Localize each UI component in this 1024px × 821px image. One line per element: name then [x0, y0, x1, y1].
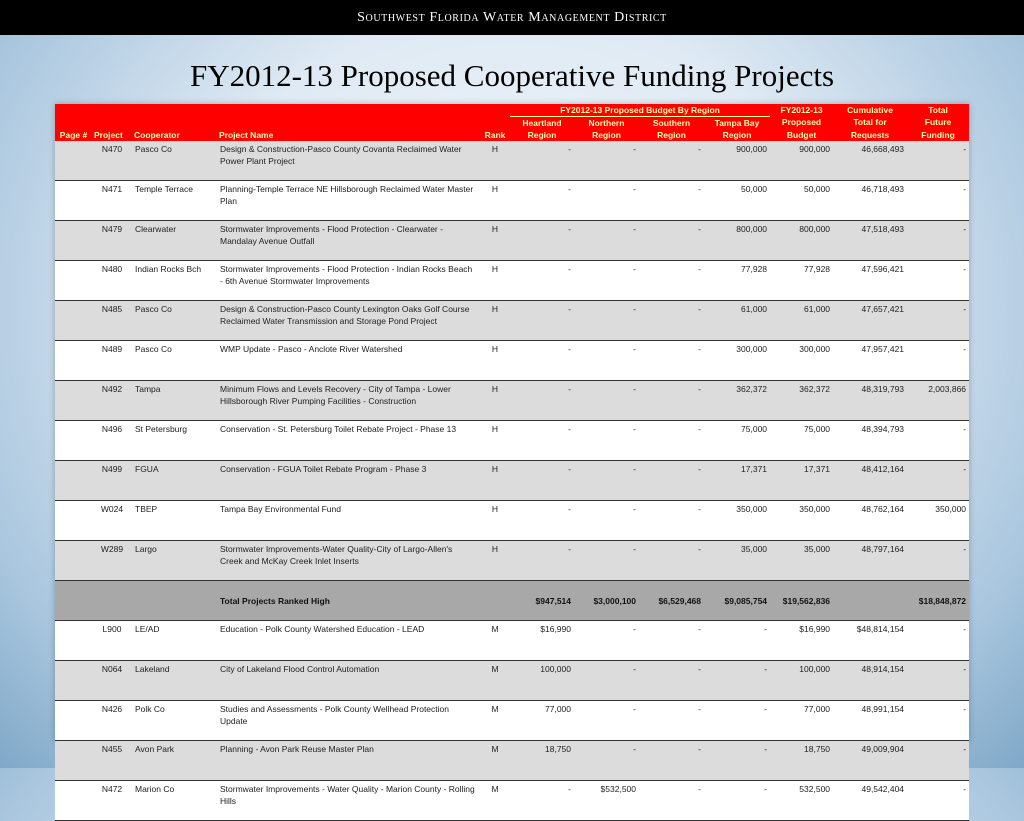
- empty-cell: [55, 581, 92, 621]
- project-name-cell: Minimum Flows and Levels Recovery - City of Tampa - Lower Hillsborough River Pumping Facilities - Construction: [217, 381, 480, 421]
- page-cell: [55, 141, 92, 181]
- southern-header-2: Region: [639, 129, 704, 141]
- northern-cell: -: [574, 621, 639, 661]
- page-cell: [55, 341, 92, 381]
- project-cell: N470: [92, 141, 132, 181]
- southern-cell: -: [639, 701, 704, 741]
- southern-cell: -: [639, 421, 704, 461]
- proposed-total-cell: $19,562,836: [770, 581, 833, 621]
- southern-cell: -: [639, 301, 704, 341]
- tampa-cell: 800,000: [704, 221, 770, 261]
- proposed-cell: 800,000: [770, 221, 833, 261]
- cumulative-cell: 49,542,404: [833, 781, 907, 821]
- southern-cell: -: [639, 661, 704, 701]
- page-cell: [55, 421, 92, 461]
- table-row: [55, 701, 969, 741]
- page-cell: [55, 501, 92, 541]
- table-row: [55, 341, 969, 381]
- cumulative-cell: 48,394,793: [833, 421, 907, 461]
- cooperator-cell: Avon Park: [132, 741, 217, 781]
- project-name-cell: Planning-Temple Terrace NE Hillsborough Reclaimed Water Master Plan: [217, 181, 480, 221]
- northern-cell: -: [574, 261, 639, 301]
- northern-header-1: Northern: [574, 117, 639, 130]
- proposed-header-2: Budget: [770, 129, 833, 141]
- northern-cell: -: [574, 301, 639, 341]
- rank-cell: H: [480, 541, 510, 581]
- rank-header: Rank: [480, 129, 510, 141]
- proposed-cell: 50,000: [770, 181, 833, 221]
- heartland-header-1: Heartland: [510, 117, 574, 130]
- empty-cell: [132, 581, 217, 621]
- project-name-cell: Design & Construction-Pasco County Covanta Reclaimed Water Power Plant Project: [217, 141, 480, 181]
- table-row: [55, 181, 969, 221]
- rank-cell: H: [480, 221, 510, 261]
- northern-cell: -: [574, 741, 639, 781]
- rank-cell: H: [480, 501, 510, 541]
- rank-cell: H: [480, 141, 510, 181]
- future-cell: 350,000: [907, 501, 969, 541]
- future-cell: -: [907, 781, 969, 821]
- cumulative-cell: 46,718,493: [833, 181, 907, 221]
- southern-header-1: Southern: [639, 117, 704, 130]
- project-name-cell: Stormwater Improvements-Water Quality-City of Largo-Allen's Creek and McKay Creek Inlet Inserts: [217, 541, 480, 581]
- heartland-cell: -: [510, 501, 574, 541]
- cooperator-cell: LE/AD: [132, 621, 217, 661]
- cumulative-cell: 46,668,493: [833, 141, 907, 181]
- project-name-cell: Tampa Bay Environmental Fund: [217, 501, 480, 541]
- rank-cell: H: [480, 341, 510, 381]
- table-row: [55, 741, 969, 781]
- project-name-cell: Education - Polk County Watershed Education - LEAD: [217, 621, 480, 661]
- tampa-cell: -: [704, 661, 770, 701]
- tampa-cell: 61,000: [704, 301, 770, 341]
- slide-title: FY2012-13 Proposed Cooperative Funding Projects: [189, 58, 835, 93]
- future-header-2: Funding: [907, 129, 969, 141]
- future-cell: -: [907, 341, 969, 381]
- budget-by-region-header: FY2012-13 Proposed Budget By Region: [510, 104, 770, 117]
- southern-cell: -: [639, 381, 704, 421]
- future-cell: -: [907, 301, 969, 341]
- rank-cell: H: [480, 381, 510, 421]
- tampa-cell: 350,000: [704, 501, 770, 541]
- northern-cell: -: [574, 661, 639, 701]
- southern-cell: -: [639, 221, 704, 261]
- tampa-header-2: Region: [704, 129, 770, 141]
- project-name-cell: Conservation - FGUA Toilet Rebate Program - Phase 3: [217, 461, 480, 501]
- table-header: [55, 104, 969, 141]
- cooperator-cell: Indian Rocks Bch: [132, 261, 217, 301]
- cooperator-cell: Temple Terrace: [132, 181, 217, 221]
- heartland-cell: 77,000: [510, 701, 574, 741]
- cumulative-cell: 48,797,164: [833, 541, 907, 581]
- proposed-cell: 350,000: [770, 501, 833, 541]
- project-cell: N479: [92, 221, 132, 261]
- heartland-cell: -: [510, 381, 574, 421]
- funding-table: [55, 104, 969, 821]
- project-name-cell: Conservation - St. Petersburg Toilet Rebate Project - Phase 13: [217, 421, 480, 461]
- cumulative-cell: 47,518,493: [833, 221, 907, 261]
- project-cell: N455: [92, 741, 132, 781]
- southern-cell: -: [639, 341, 704, 381]
- empty-cell: [480, 581, 510, 621]
- heartland-cell: 18,750: [510, 741, 574, 781]
- org-name: Southwest Florida Water Management District: [357, 9, 667, 25]
- page-cell: [55, 461, 92, 501]
- heartland-total-cell: $947,514: [510, 581, 574, 621]
- header-bar: [0, 0, 1024, 35]
- table-row: [55, 381, 969, 421]
- future-cell: -: [907, 741, 969, 781]
- tampa-total-cell: $9,085,754: [704, 581, 770, 621]
- project-cell: W024: [92, 501, 132, 541]
- heartland-cell: 100,000: [510, 661, 574, 701]
- future-cell: -: [907, 261, 969, 301]
- northern-cell: -: [574, 461, 639, 501]
- future-cell: -: [907, 621, 969, 661]
- table-row: [55, 781, 969, 821]
- page-cell: [55, 301, 92, 341]
- proposed-cell: 18,750: [770, 741, 833, 781]
- southern-cell: -: [639, 181, 704, 221]
- proposed-cell: 77,928: [770, 261, 833, 301]
- project-cell: N064: [92, 661, 132, 701]
- heartland-cell: -: [510, 781, 574, 821]
- rank-cell: H: [480, 421, 510, 461]
- fy-header: FY2012-13: [770, 104, 833, 117]
- cumulative-header-2: Requests: [833, 129, 907, 141]
- project-name-cell: WMP Update - Pasco - Anclote River Watershed: [217, 341, 480, 381]
- project-header: Project: [92, 129, 132, 141]
- table-row: [55, 421, 969, 461]
- future-total-cell: $18,848,872: [907, 581, 969, 621]
- southern-cell: -: [639, 541, 704, 581]
- cumulative-cell: 48,762,164: [833, 501, 907, 541]
- cooperator-cell: Largo: [132, 541, 217, 581]
- future-cell: -: [907, 701, 969, 741]
- page-cell: [55, 221, 92, 261]
- project-cell: N499: [92, 461, 132, 501]
- southern-cell: -: [639, 261, 704, 301]
- tampa-cell: 900,000: [704, 141, 770, 181]
- table-row: [55, 661, 969, 701]
- project-cell: N485: [92, 301, 132, 341]
- empty-cell: [92, 581, 132, 621]
- future-cell: -: [907, 461, 969, 501]
- rank-cell: H: [480, 261, 510, 301]
- rank-cell: M: [480, 621, 510, 661]
- project-cell: N472: [92, 781, 132, 821]
- proposed-cell: 61,000: [770, 301, 833, 341]
- tampa-cell: -: [704, 701, 770, 741]
- table-row: [55, 621, 969, 661]
- project-cell: N489: [92, 341, 132, 381]
- tampa-cell: 362,372: [704, 381, 770, 421]
- proposed-cell: 900,000: [770, 141, 833, 181]
- rank-cell: M: [480, 781, 510, 821]
- table-body: [55, 141, 969, 821]
- heartland-cell: -: [510, 261, 574, 301]
- future-cell: -: [907, 541, 969, 581]
- cumulative-cell: 47,957,421: [833, 341, 907, 381]
- cooperator-cell: Pasco Co: [132, 341, 217, 381]
- cumulative-cell: 49,009,904: [833, 741, 907, 781]
- page-cell: [55, 541, 92, 581]
- future-header-1: Future: [907, 117, 969, 130]
- project-name-cell: Studies and Assessments - Polk County Wellhead Protection Update: [217, 701, 480, 741]
- project-cell: N492: [92, 381, 132, 421]
- cooperator-cell: Pasco Co: [132, 301, 217, 341]
- project-cell: W289: [92, 541, 132, 581]
- cooperator-cell: Tampa: [132, 381, 217, 421]
- table-row: [55, 261, 969, 301]
- cumulative-cell: $48,814,154: [833, 621, 907, 661]
- cooperator-cell: Pasco Co: [132, 141, 217, 181]
- tampa-cell: 35,000: [704, 541, 770, 581]
- tampa-cell: 75,000: [704, 421, 770, 461]
- proposed-cell: 532,500: [770, 781, 833, 821]
- southern-cell: -: [639, 141, 704, 181]
- heartland-cell: $16,990: [510, 621, 574, 661]
- rank-cell: H: [480, 181, 510, 221]
- future-cell: -: [907, 221, 969, 261]
- southern-cell: -: [639, 621, 704, 661]
- proposed-cell: 100,000: [770, 661, 833, 701]
- tampa-cell: 50,000: [704, 181, 770, 221]
- southern-cell: -: [639, 501, 704, 541]
- cooperator-cell: Polk Co: [132, 701, 217, 741]
- project-cell: N426: [92, 701, 132, 741]
- future-cell: -: [907, 421, 969, 461]
- tampa-cell: -: [704, 781, 770, 821]
- project-name-header: Project Name: [217, 129, 480, 141]
- page-cell: [55, 661, 92, 701]
- heartland-cell: -: [510, 221, 574, 261]
- heartland-cell: -: [510, 421, 574, 461]
- cooperator-cell: FGUA: [132, 461, 217, 501]
- northern-cell: -: [574, 541, 639, 581]
- rank-cell: M: [480, 701, 510, 741]
- heartland-cell: -: [510, 461, 574, 501]
- page-cell: [55, 781, 92, 821]
- rank-cell: M: [480, 741, 510, 781]
- page-cell: [55, 261, 92, 301]
- page-cell: [55, 381, 92, 421]
- project-name-cell: City of Lakeland Flood Control Automation: [217, 661, 480, 701]
- cooperator-cell: Clearwater: [132, 221, 217, 261]
- northern-cell: $532,500: [574, 781, 639, 821]
- proposed-cell: 35,000: [770, 541, 833, 581]
- cumulative-cell: 48,319,793: [833, 381, 907, 421]
- southern-total-cell: $6,529,468: [639, 581, 704, 621]
- proposed-cell: 362,372: [770, 381, 833, 421]
- future-cell: -: [907, 181, 969, 221]
- proposed-cell: 300,000: [770, 341, 833, 381]
- heartland-header-2: Region: [510, 129, 574, 141]
- total-row: [55, 581, 969, 621]
- heartland-cell: -: [510, 541, 574, 581]
- northern-cell: -: [574, 501, 639, 541]
- cumulative-cell: 48,412,164: [833, 461, 907, 501]
- project-cell: N496: [92, 421, 132, 461]
- northern-cell: -: [574, 141, 639, 181]
- northern-cell: -: [574, 221, 639, 261]
- cumulative-total-cell: [833, 581, 907, 621]
- southern-cell: -: [639, 781, 704, 821]
- project-cell: L900: [92, 621, 132, 661]
- cooperator-cell: TBEP: [132, 501, 217, 541]
- cooperator-cell: St Petersburg: [132, 421, 217, 461]
- total-header: Total: [907, 104, 969, 117]
- northern-cell: -: [574, 181, 639, 221]
- heartland-cell: -: [510, 341, 574, 381]
- table-row: [55, 541, 969, 581]
- rank-cell: H: [480, 461, 510, 501]
- proposed-cell: 75,000: [770, 421, 833, 461]
- proposed-cell: 17,371: [770, 461, 833, 501]
- tampa-cell: -: [704, 621, 770, 661]
- table-row: [55, 301, 969, 341]
- northern-cell: -: [574, 701, 639, 741]
- tampa-cell: 17,371: [704, 461, 770, 501]
- proposed-cell: 77,000: [770, 701, 833, 741]
- cumulative-cell: 47,657,421: [833, 301, 907, 341]
- southern-cell: -: [639, 461, 704, 501]
- funding-table-container: [55, 104, 969, 806]
- future-cell: -: [907, 141, 969, 181]
- proposed-header-1: Proposed: [770, 117, 833, 130]
- project-cell: N471: [92, 181, 132, 221]
- project-name-cell: Stormwater Improvements - Water Quality - Marion County - Rolling Hills: [217, 781, 480, 821]
- table-row: [55, 141, 969, 181]
- rank-cell: H: [480, 301, 510, 341]
- heartland-cell: -: [510, 301, 574, 341]
- project-name-cell: Planning - Avon Park Reuse Master Plan: [217, 741, 480, 781]
- cumulative-cell: 48,991,154: [833, 701, 907, 741]
- tampa-cell: 300,000: [704, 341, 770, 381]
- cooperator-cell: Lakeland: [132, 661, 217, 701]
- northern-cell: -: [574, 421, 639, 461]
- tampa-header-1: Tampa Bay: [704, 117, 770, 130]
- page-cell: [55, 181, 92, 221]
- tampa-cell: 77,928: [704, 261, 770, 301]
- southern-cell: -: [639, 741, 704, 781]
- table-row: [55, 221, 969, 261]
- heartland-cell: -: [510, 181, 574, 221]
- northern-cell: -: [574, 381, 639, 421]
- northern-header-2: Region: [574, 129, 639, 141]
- cooperator-cell: Marion Co: [132, 781, 217, 821]
- cumulative-cell: 47,596,421: [833, 261, 907, 301]
- page-header: Page #: [55, 129, 92, 141]
- future-cell: -: [907, 661, 969, 701]
- future-cell: 2,003,866: [907, 381, 969, 421]
- heartland-cell: -: [510, 141, 574, 181]
- total-label-cell: Total Projects Ranked High: [217, 581, 480, 621]
- cumulative-header: Cumulative: [833, 104, 907, 117]
- project-name-cell: Design & Construction-Pasco County Lexington Oaks Golf Course Reclaimed Water Transmission and Storage Pond Project: [217, 301, 480, 341]
- proposed-cell: $16,990: [770, 621, 833, 661]
- tampa-cell: -: [704, 741, 770, 781]
- northern-cell: -: [574, 341, 639, 381]
- cooperator-header: Cooperator: [132, 129, 217, 141]
- project-cell: N480: [92, 261, 132, 301]
- cumulative-header-1: Total for: [833, 117, 907, 130]
- cumulative-cell: 48,914,154: [833, 661, 907, 701]
- page-cell: [55, 621, 92, 661]
- page-cell: [55, 701, 92, 741]
- table-row: [55, 501, 969, 541]
- page-cell: [55, 741, 92, 781]
- rank-cell: M: [480, 661, 510, 701]
- northern-total-cell: $3,000,100: [574, 581, 639, 621]
- table-row: [55, 461, 969, 501]
- project-name-cell: Stormwater Improvements - Flood Protection - Clearwater - Mandalay Avenue Outfall: [217, 221, 480, 261]
- project-name-cell: Stormwater Improvements - Flood Protection - Indian Rocks Beach - 6th Avenue Stormwater Improvements: [217, 261, 480, 301]
